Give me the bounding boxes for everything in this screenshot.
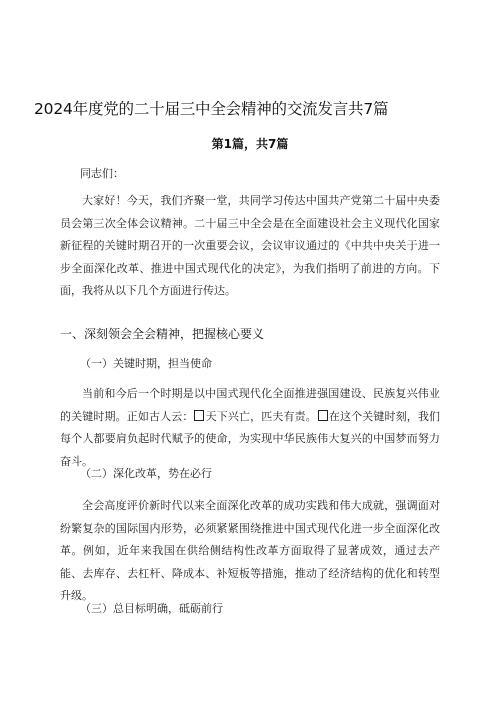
sub1-paragraph — [60, 383, 440, 473]
sub-heading-3: （三）总目标明确，砥砺前行 — [80, 602, 223, 615]
sub2-paragraph: 全会高度评价新时代以来全面深化改革的成功实践和伟大成就，强调面对纷繁复杂的国际国内形势，必须紧紧围绕推进中国式现代化进一步全面深化改革。例如，近年来我国在供给侧结构性改革方面取得了显著成效，通过去产能、去库存、去杠杆、降成本、补短板等措施，推动了经济结构的优化和转型升级。 — [60, 499, 440, 602]
salutation: 同志们： — [80, 167, 124, 180]
document-title: 2024年度党的二十届三中全会精神的交流发言共7篇 — [34, 100, 389, 118]
sub1-paragraph-text-end: 在这个关键时刻，我们每个人都要肩负起时代赋予的使命，为实现中华民族伟大复兴的中国梦而努力奋斗。 — [60, 409, 441, 468]
sub1-paragraph-text-start: 当前和今后一个时期是以中国式现代化全面推进强国建设、民族复兴伟业的关键时期。正如古人云： — [60, 387, 440, 423]
sub1-quote: 天下兴亡，匹夫有责。 — [205, 409, 317, 423]
section-heading-1: 一、深刻领会全会精神，把握核心要义 — [60, 327, 265, 341]
intro-paragraph: 大家好！今天，我们齐聚一堂，共同学习传达中国共产党第二十届中央委员会第三次全体会议精神。二十届三中全会是在全面建设社会主义现代化国家新征程的关键时期召开的一次重要会议，会议审议通过的《中共中央关于进一步全面深化改革、推进中国式现代化的决定》，为我们指明了前进的方向。下面，我将从以下几个方面进行传达。 — [60, 194, 440, 297]
sub-heading-1: （一）关键时期，担当使命 — [80, 357, 212, 370]
missing-glyph-icon — [194, 410, 204, 421]
missing-glyph-icon — [318, 410, 328, 421]
sub-heading-2: （二）深化改革，势在必行 — [80, 467, 212, 480]
chapter-label: 第1篇，共7篇 — [211, 137, 289, 151]
